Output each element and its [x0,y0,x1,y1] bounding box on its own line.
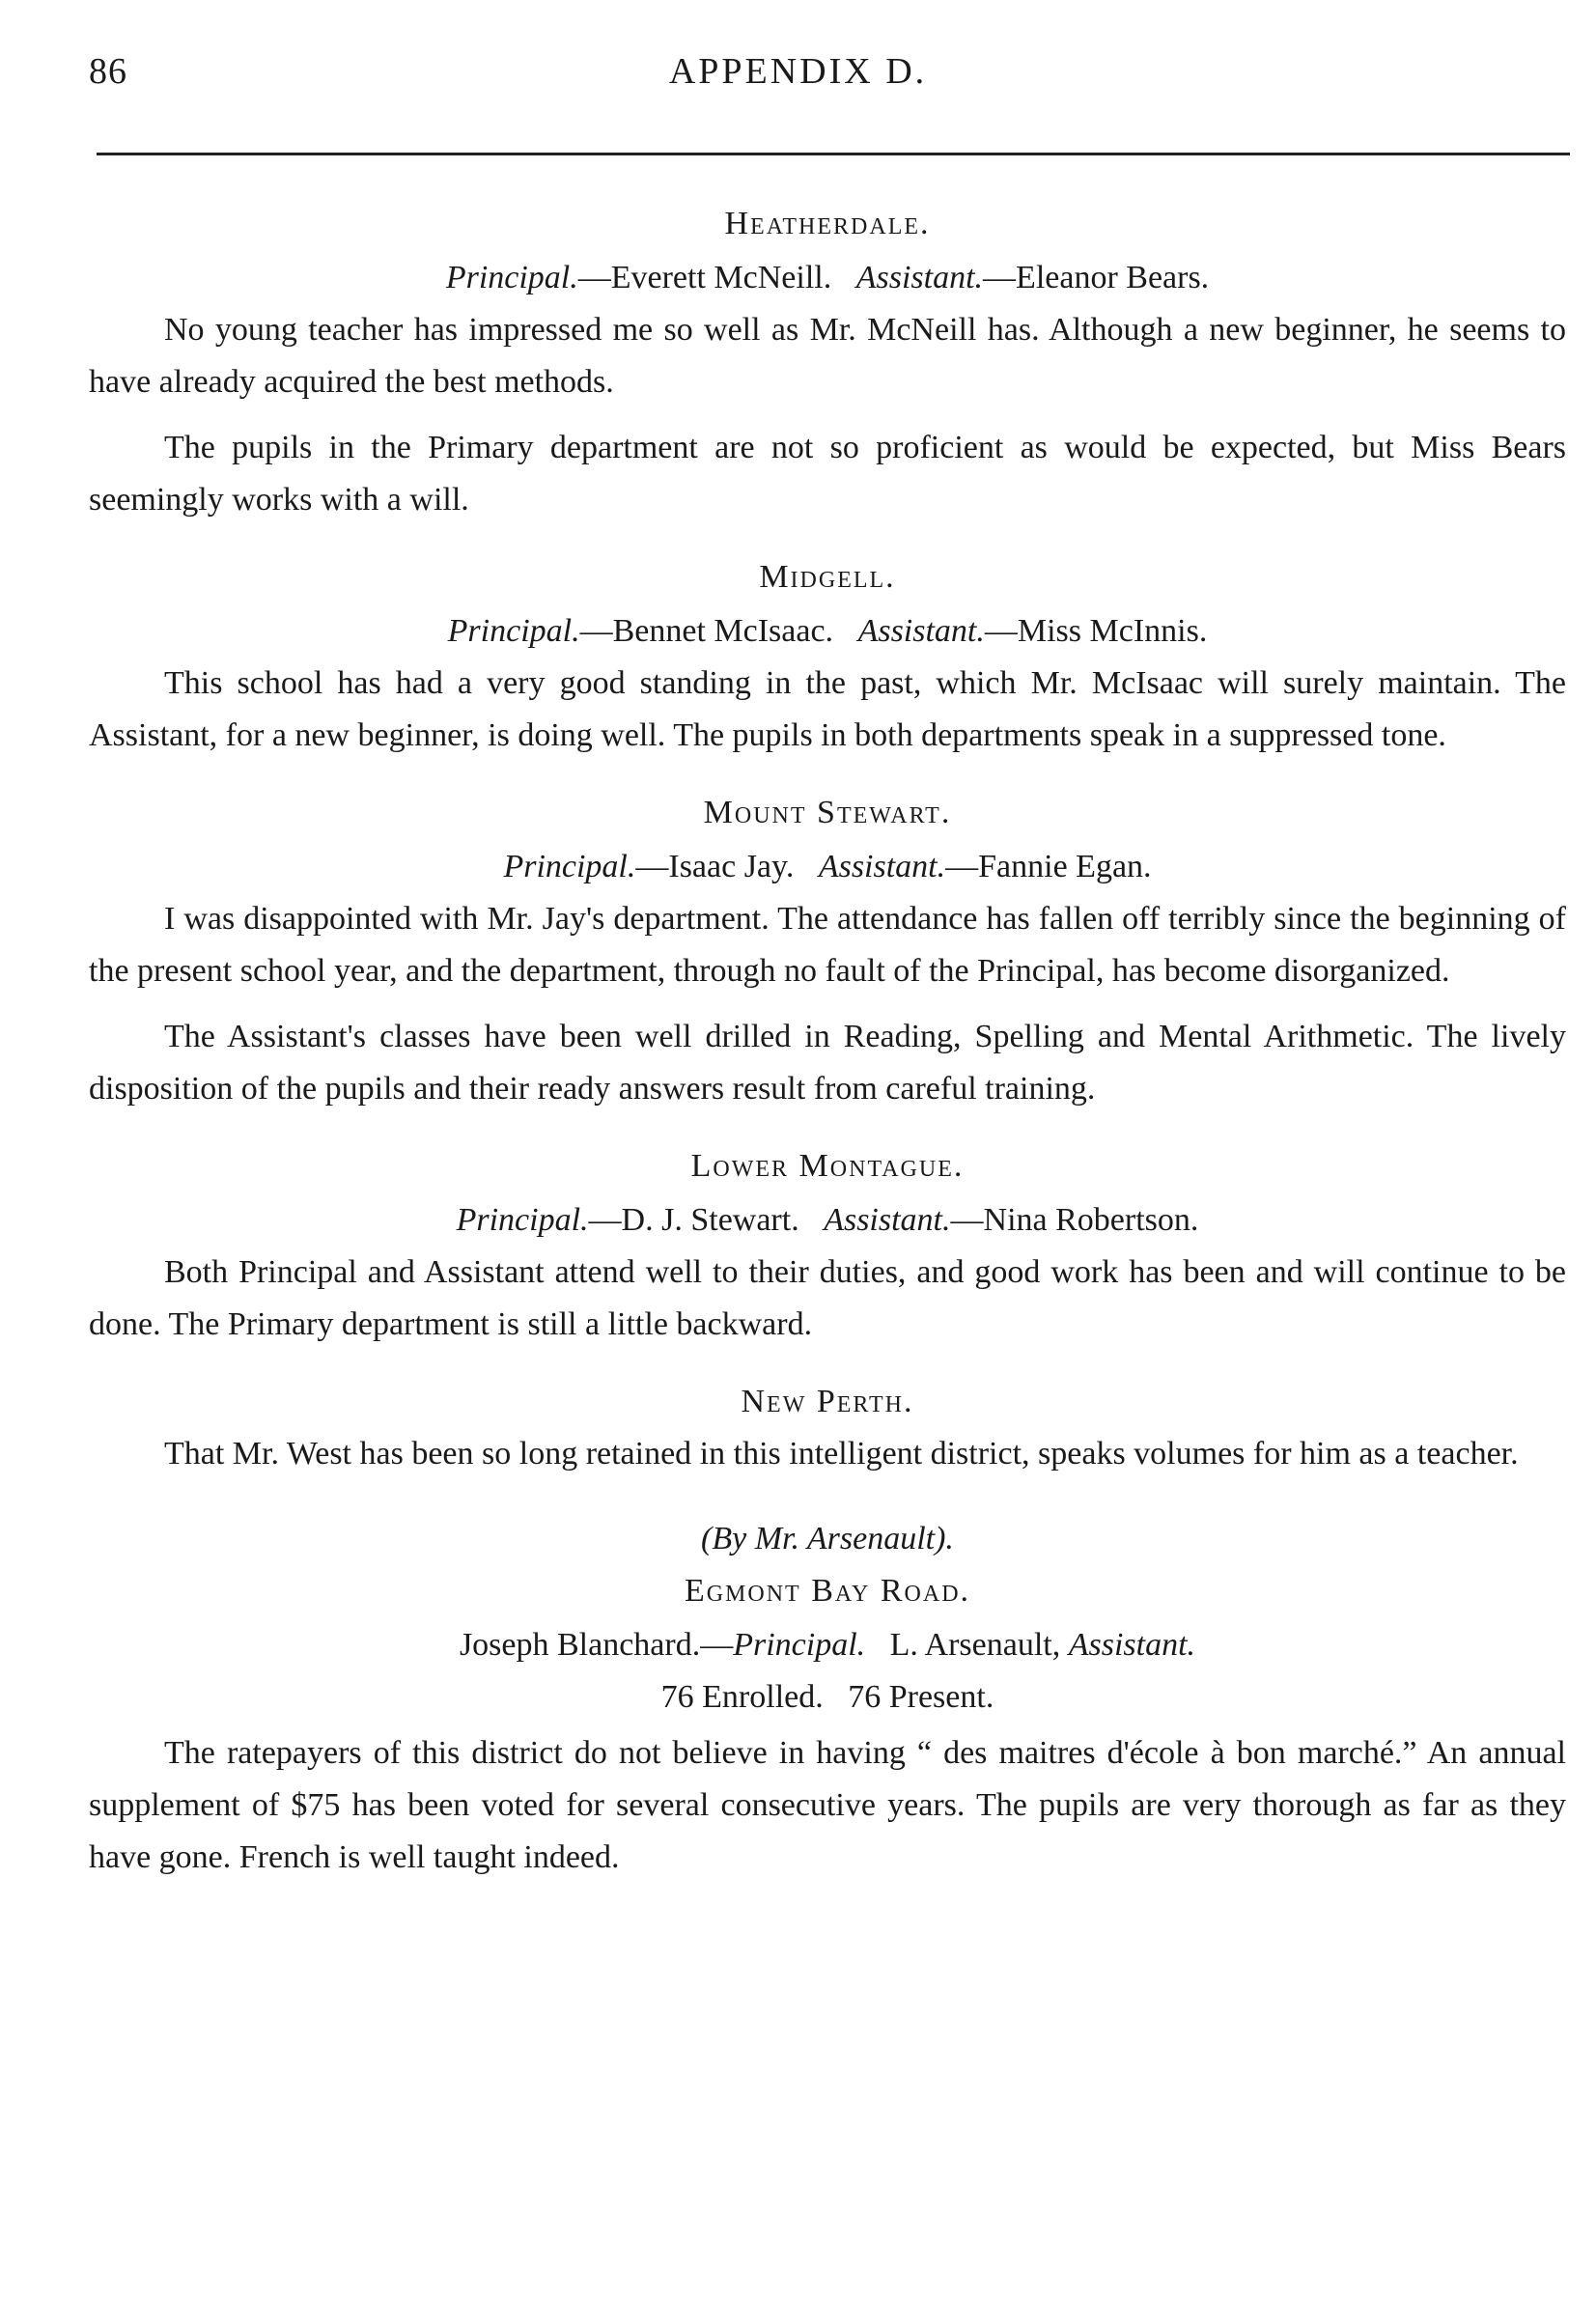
section-lower-montague [89,1140,1566,1351]
section-heading: Midgell. [759,559,896,595]
principal-label: Principal. [447,613,580,649]
assistant-label: Assistant. [857,613,985,649]
principal-name: Joseph Blanchard.— [459,1627,734,1663]
section-heading: Lower Montague. [690,1148,965,1184]
principal-label: Principal. [445,260,578,295]
section-midgell [89,551,1566,762]
section-mount-stewart [89,787,1566,1115]
byline: (By Mr. Arsenault). [701,1521,954,1556]
running-title: APPENDIX D. [668,51,928,92]
paragraph: That Mr. West has been so long retained in this intelligent district, speaks volumes for him as a teacher. [164,1436,1519,1472]
enrollment-counts: 76 Enrolled. 76 Present. [660,1679,994,1715]
section-heading: Egmont Bay Road. [684,1573,971,1609]
principal-name: —Everett McNeill. [577,260,832,295]
page-header [89,50,1507,108]
page-number: 86 [89,51,127,92]
principal-name: —Isaac Jay. [635,849,795,884]
staff-line [89,1619,1566,1671]
paragraph: This school has had a very good standing in the past, which Mr. McIsaac will surely maintain. The Assistant, for a new beginner, is doing well. The pupils in both departments speak in a suppressed tone. [89,665,1566,753]
section-heading: Mount Stewart. [703,795,952,830]
section-heading: Heatherdale. [724,206,931,241]
header-rule [97,153,1570,155]
paragraph: No young teacher has impressed me so well as Mr. McNeill has. Although a new beginner, he seems to have already acquired the best methods. [89,312,1566,400]
assistant-label: Assistant. [855,260,984,295]
section-heatherdale [89,198,1566,526]
assistant-name: —Eleanor Bears. [983,260,1210,295]
assistant-label: Assistant. [818,849,946,884]
principal-label: Principal. [456,1202,589,1238]
assistant-name: —Fannie Egan. [945,849,1152,884]
assistant-name: —Miss McInnis. [984,613,1208,649]
paragraph: The Assistant's classes have been well drilled in Reading, Spelling and Mental Arithmetic. The lively disposition of the pupils and their ready answers result from careful training. [89,1019,1566,1107]
paragraph: I was disappointed with Mr. Jay's department. The attendance has fallen off terribly since the beginning of the present school year, and the department, through no fault of the Principal, has become disorganized. [89,901,1566,989]
section-heading: New Perth. [741,1384,914,1419]
assistant-label: Assistant. [824,1202,951,1238]
section-new-perth [89,1376,1566,1480]
assistant-name: L. Arsenault, [889,1627,1069,1663]
principal-label: Principal. [503,849,636,884]
paragraph: Both Principal and Assistant attend well to their duties, and good work has been and will continue to be done. The Primary department is still a little backward. [89,1254,1566,1342]
principal-name: —D. J. Stewart. [588,1202,799,1238]
assistant-name: —Nina Robertson. [950,1202,1199,1238]
page-body [89,198,1566,1909]
section-egmont-bay-road [89,1513,1566,1884]
principal-label: Principal. [733,1627,866,1663]
staff-line [89,605,1566,658]
staff-line [89,252,1566,304]
principal-name: —Bennet McIsaac. [579,613,834,649]
staff-line [89,841,1566,893]
assistant-label: Assistant. [1068,1627,1196,1663]
staff-line [89,1194,1566,1247]
paragraph: The ratepayers of this district do not believe in having “ des maitres d'école à bon marché.” An annual supplement of $75 has been voted for several consecutive years. The pupils are very thorough as far as they have gone. French is well taught indeed. [89,1735,1566,1875]
paragraph: The pupils in the Primary department are not so proficient as would be expected, but Miss Bears seemingly works with a will. [89,430,1566,518]
